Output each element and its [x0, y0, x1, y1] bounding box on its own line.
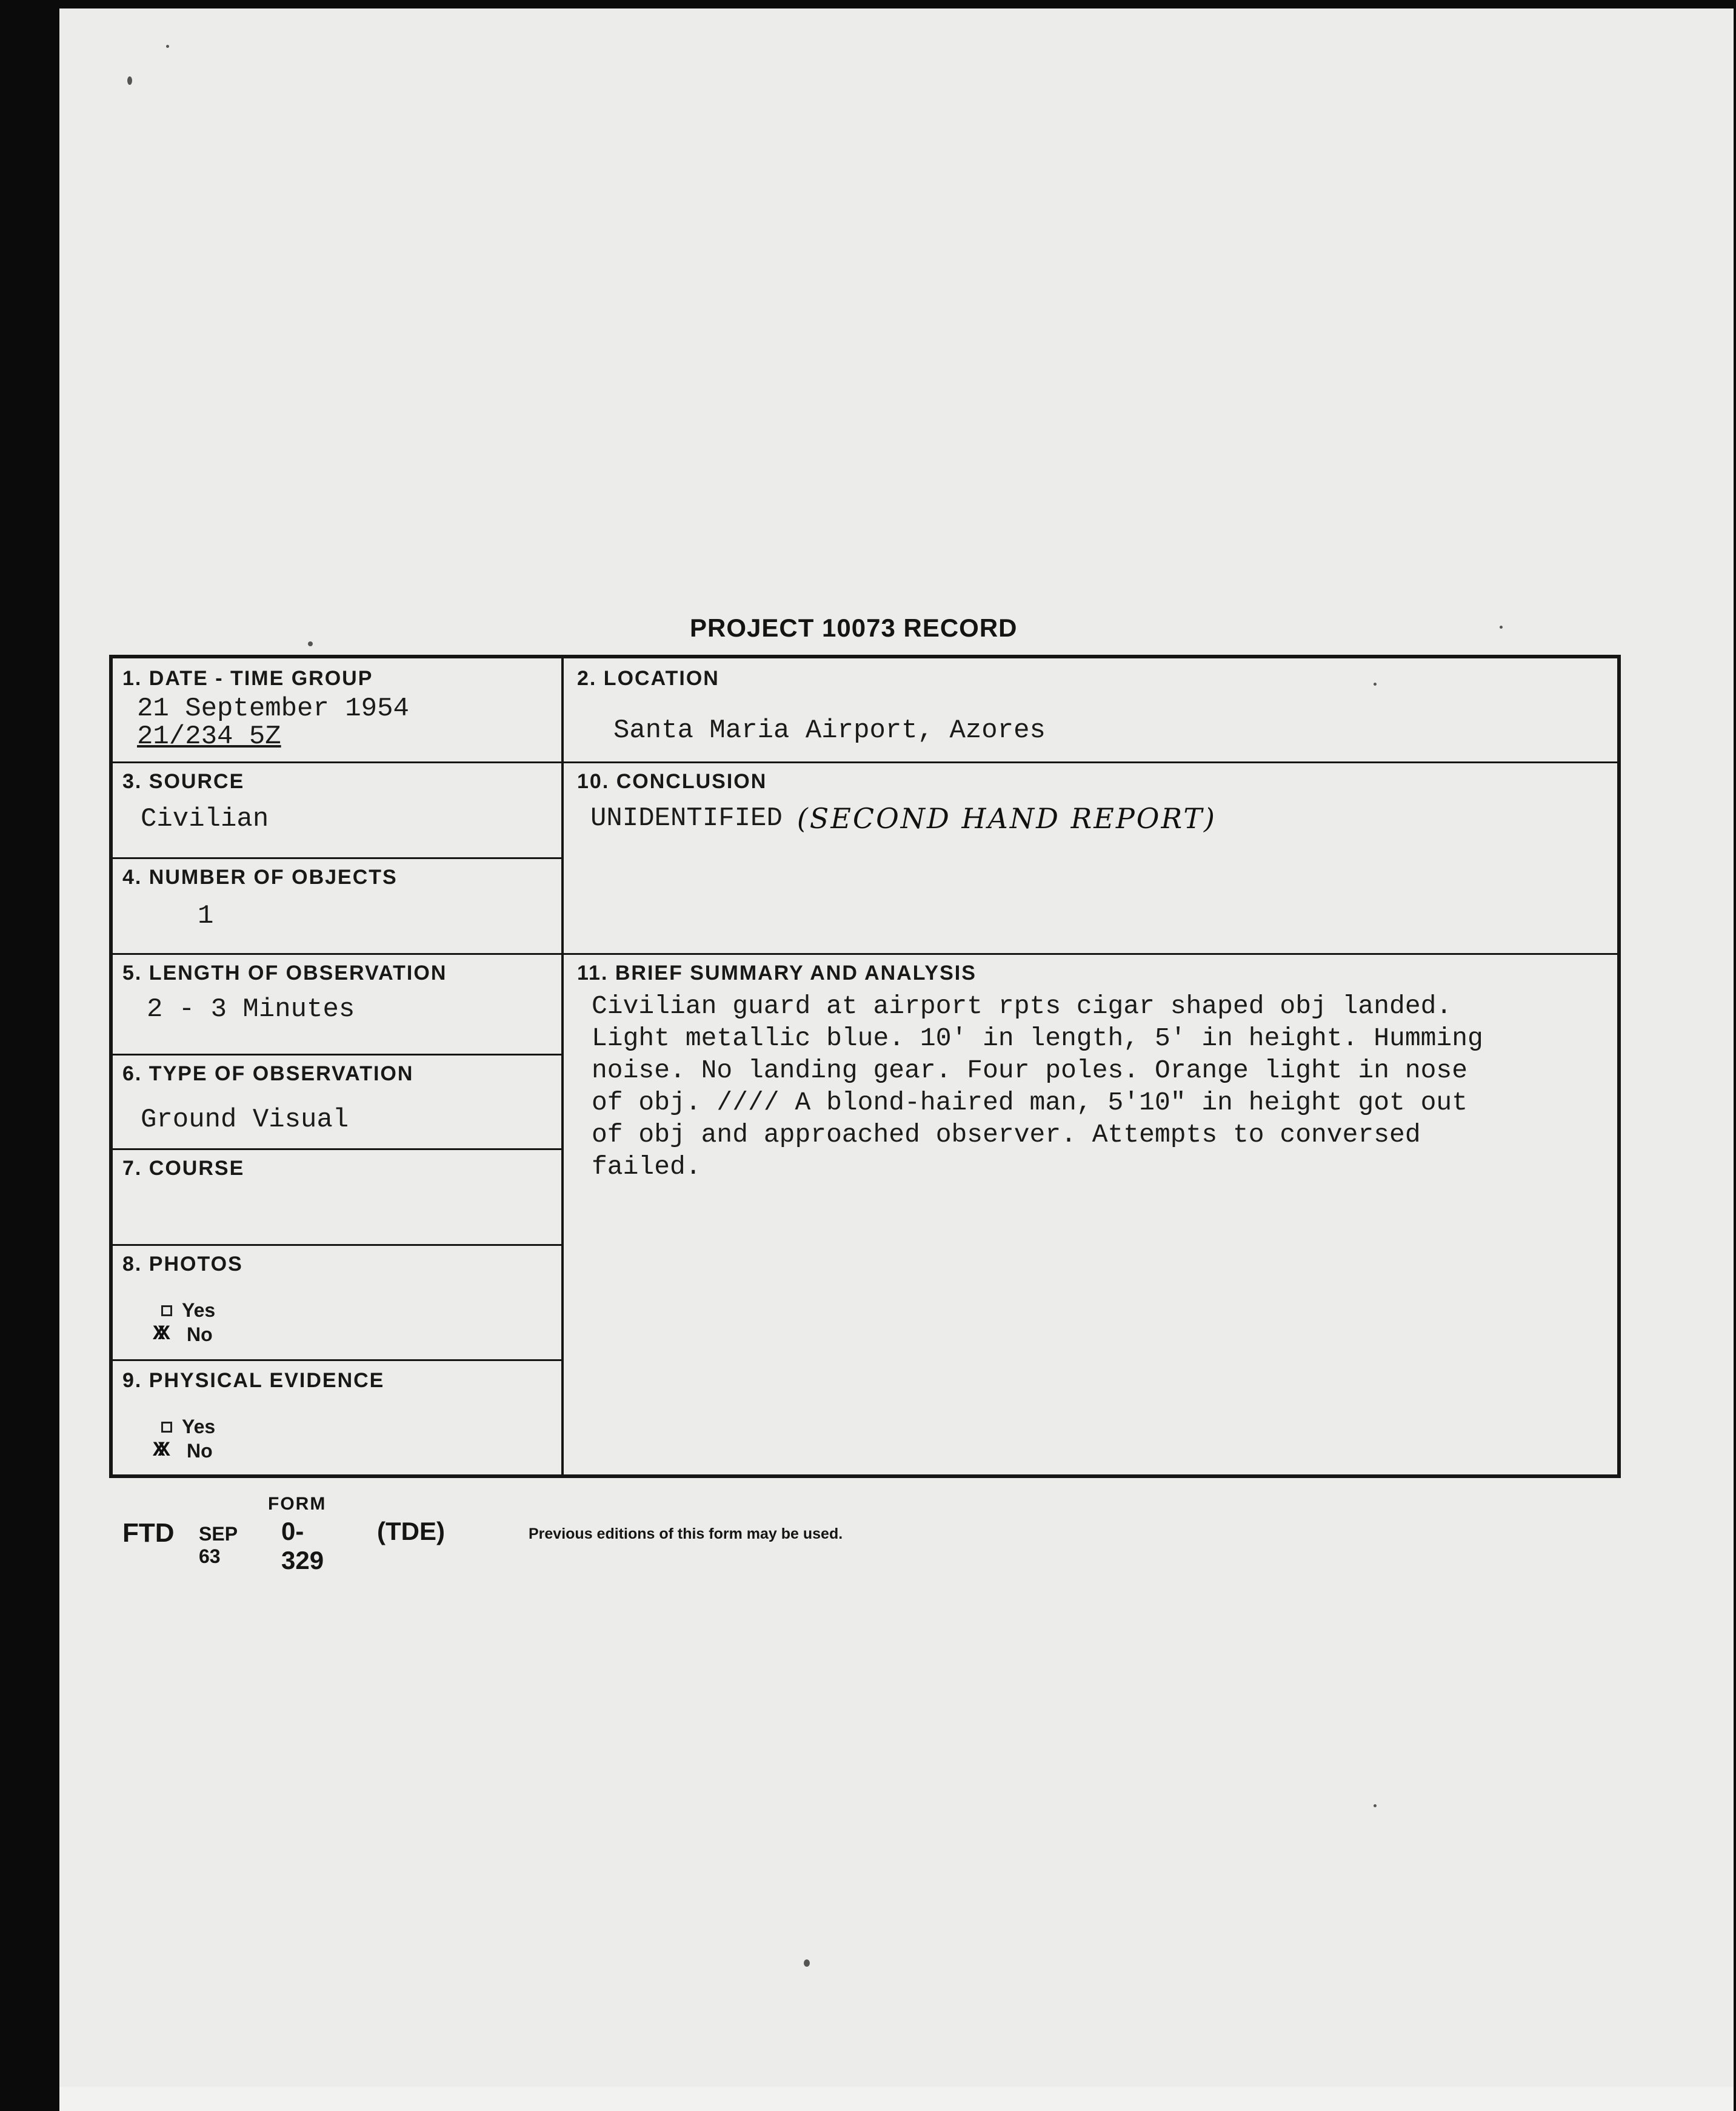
- length-of-observation-cell: [122, 962, 447, 1025]
- length-of-observation-label: 5. LENGTH OF OBSERVATION: [122, 962, 447, 985]
- scan-speck: [1500, 626, 1503, 629]
- photos-label: 8. PHOTOS: [122, 1253, 243, 1276]
- physical-evidence-yes-label: Yes: [182, 1416, 216, 1437]
- row-divider: [113, 953, 563, 955]
- summary-line: Civilian guard at airport rpts cigar shaped obj landed.: [592, 991, 1452, 1021]
- location-value: Santa Maria Airport, Azores: [613, 715, 1046, 746]
- date-time-group-cell: [122, 667, 409, 752]
- photos-yes-option: [161, 1299, 243, 1322]
- row-divider: [561, 953, 1617, 955]
- footer-date: SEP 63: [199, 1523, 238, 1567]
- physical-evidence-cell: [122, 1369, 384, 1462]
- physical-evidence-label: 9. PHYSICAL EVIDENCE: [122, 1369, 385, 1392]
- physical-evidence-yes-option: [161, 1416, 384, 1438]
- course-label: 7. COURSE: [122, 1157, 245, 1180]
- row-divider: [113, 1148, 563, 1150]
- scan-speck: [127, 76, 132, 85]
- photos-yes-label: Yes: [182, 1299, 216, 1321]
- scan-speck: [1374, 1804, 1377, 1807]
- photos-cell: [122, 1253, 243, 1346]
- row-divider: [113, 857, 563, 859]
- physical-evidence-no-option: [153, 1439, 384, 1462]
- row-divider: [113, 1244, 563, 1246]
- row-divider: [561, 761, 1617, 763]
- summary-line: of obj. //// A blond-haired man, 5'10" in height got out: [592, 1088, 1468, 1117]
- checkbox-empty: [161, 1422, 172, 1433]
- time-group-value: 21/234 5Z: [137, 721, 281, 752]
- checkbox-empty: [161, 1305, 172, 1316]
- photos-no-option: [153, 1323, 243, 1346]
- handwritten-note: (SECOND HAND REPORT): [796, 802, 1217, 835]
- conclusion-cell: [577, 770, 1217, 835]
- footer-org: FTD: [122, 1518, 175, 1548]
- number-of-objects-cell: [122, 866, 398, 932]
- form-title: PROJECT 10073 RECORD: [690, 614, 1018, 642]
- row-divider: [113, 761, 563, 763]
- conclusion-label: 10. CONCLUSION: [577, 770, 767, 793]
- course-cell: [122, 1157, 244, 1180]
- source-cell: [122, 770, 269, 835]
- scan-speck: [308, 641, 313, 646]
- date-value: 21 September 1954: [137, 694, 409, 724]
- number-of-objects-value: 1: [198, 901, 214, 931]
- row-divider: [113, 1359, 563, 1361]
- source-label: 3. SOURCE: [122, 770, 245, 793]
- conclusion-value: UNIDENTIFIED: [590, 803, 783, 834]
- scan-speck: [804, 1959, 810, 1967]
- x-mark: XX: [153, 1439, 163, 1462]
- column-divider: [561, 658, 564, 1474]
- row-divider: [113, 1054, 563, 1056]
- physical-evidence-no-label: No: [187, 1439, 213, 1462]
- type-of-observation-label: 6. TYPE OF OBSERVATION: [122, 1062, 414, 1085]
- number-of-objects-label: 4. NUMBER OF OBJECTS: [122, 866, 398, 889]
- summary-line: failed.: [592, 1152, 701, 1182]
- source-value: Civilian: [141, 804, 269, 834]
- summary-line: of obj and approached observer. Attempts to conversed: [592, 1120, 1421, 1149]
- length-of-observation-value: 2 - 3 Minutes: [147, 994, 355, 1025]
- photos-no-label: No: [187, 1323, 213, 1345]
- type-of-observation-cell: [122, 1062, 413, 1136]
- brief-summary-cell: [577, 962, 1483, 1183]
- location-label: 2. LOCATION: [577, 667, 719, 690]
- scan-speck: [166, 45, 169, 48]
- summary-line: noise. No landing gear. Four poles. Orange light in nose: [592, 1056, 1468, 1085]
- summary-line: Light metallic blue. 10' in length, 5' in height. Humming: [592, 1023, 1483, 1053]
- footer-note: Previous editions of this form may be used.: [529, 1525, 843, 1542]
- footer-office: (TDE): [377, 1517, 445, 1545]
- footer-form-word: FORM: [268, 1494, 327, 1514]
- location-cell: [577, 667, 1046, 746]
- x-mark: XX: [153, 1323, 163, 1346]
- document-page: [59, 8, 1734, 2111]
- type-of-observation-value: Ground Visual: [141, 1105, 349, 1135]
- scan-edge: [59, 2087, 1734, 2111]
- footer-form-number: 0-329: [281, 1517, 324, 1574]
- date-time-group-label: 1. DATE - TIME GROUP: [122, 667, 373, 690]
- brief-summary-label: 11. BRIEF SUMMARY AND ANALYSIS: [577, 962, 977, 985]
- record-form: [109, 655, 1621, 1478]
